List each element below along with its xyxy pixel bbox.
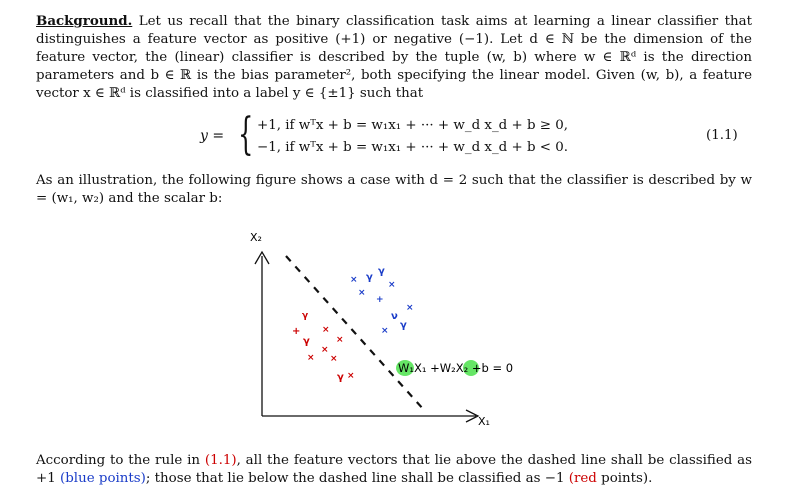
rule-text-c: ; those that lie below the dashed line shall be classified as −1 xyxy=(145,471,569,486)
positive-point: × xyxy=(358,288,366,298)
equation-citation-link[interactable]: (1.1) xyxy=(204,453,237,468)
negative-point: × xyxy=(336,335,344,345)
equation-number: (1.1) xyxy=(706,128,738,143)
background-text: Let us recall that the binary classification task aims at learning a linear classifier that distinguishes a feature vector as positive (+1) or negative (−1). Let d ∈ ℕ be the dimension of the feature vector, the (linear) classifier is described by the tuple (w, b) where w ∈ ℝᵈ is the direction parameters and b ∈ ℝ is the bias parameter², both specifying the linear model. Given (w, b), a feature vector x ∈ ℝᵈ is classified into a label y ∈ {±1} such that xyxy=(36,14,752,101)
negative-point: × xyxy=(330,354,338,364)
illustration-text: As an illustration, the following figure shows a case with d = 2 such that the classifier is described by w = (w₁, w₂) and the scalar b: xyxy=(36,173,752,206)
rule-text-b: , all the feature vectors that lie above the dashed line shall be classified as +1 xyxy=(36,453,752,486)
negative-point: × xyxy=(347,371,355,381)
y-axis-label: X₂ xyxy=(250,231,262,244)
positive-point: × xyxy=(381,326,389,336)
background-heading: Background. xyxy=(36,13,133,29)
negative-point: × xyxy=(307,353,315,363)
positive-point: γ xyxy=(400,320,407,331)
positive-point: × xyxy=(388,280,396,290)
blue-points-label: (blue points) xyxy=(60,471,146,486)
positive-point: γ xyxy=(366,272,373,283)
positive-point: + xyxy=(376,295,384,305)
boundary-equation-label: W₁X₁ +W₂X₂ +b = 0 xyxy=(398,361,514,375)
negative-point: γ xyxy=(337,372,344,383)
red-points-label: (red xyxy=(568,471,597,486)
positive-point: γ xyxy=(378,266,385,277)
positive-point: ν xyxy=(391,311,398,322)
x-axis-label: X₁ xyxy=(478,415,490,428)
equation-case-positive: +1, if wᵀx + b = w₁x₁ + ··· + w_d x_d + b ≥ 0, xyxy=(257,118,569,133)
positive-points xyxy=(350,266,414,336)
equation-brace: { xyxy=(238,109,254,160)
negative-point: + xyxy=(292,326,301,337)
negative-point: γ xyxy=(303,336,310,347)
equation-lhs: y = xyxy=(200,128,225,144)
equation-case-negative: −1, if wᵀx + b = w₁x₁ + ··· + w_d x_d + b < 0. xyxy=(257,140,569,155)
positive-point: × xyxy=(406,303,414,313)
positive-point: × xyxy=(350,275,358,285)
classification-rule-paragraph xyxy=(36,452,752,488)
rule-text-d: points). xyxy=(596,471,653,486)
negative-point: × xyxy=(322,325,330,335)
negative-point: × xyxy=(321,345,329,355)
rule-text-a: According to the rule in xyxy=(36,453,205,468)
negative-point: γ xyxy=(302,311,309,321)
